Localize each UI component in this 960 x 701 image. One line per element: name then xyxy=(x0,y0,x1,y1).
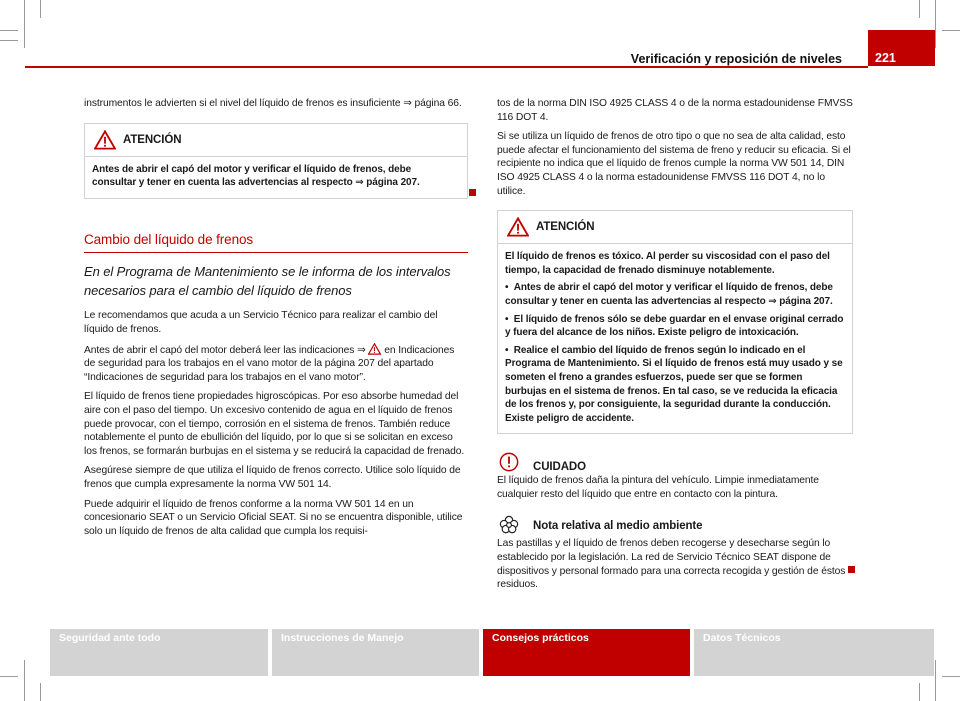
warning-header xyxy=(85,124,467,157)
warning-bullet-text: Antes de abrir el capó del motor y verificar el líquido de frenos, debe consultar y tener en cuenta las advertencias al respecto ⇒ página 207. xyxy=(505,282,833,307)
intro-paragraph: instrumentos le advierten si el nivel del líquido de frenos es insuficiente ⇒ página 66. xyxy=(84,98,462,109)
environment-note-title: Nota relativa al medio ambiente xyxy=(533,520,703,533)
paragraph: Le recomendamos que acuda a un Servicio Técnico para realizar el cambio del líquido de frenos. xyxy=(84,310,438,335)
footer-tab-label: Consejos prácticos xyxy=(492,632,589,644)
warning-title: ATENCIÓN xyxy=(123,133,182,146)
warning-triangle-icon xyxy=(507,217,529,237)
paragraph-text: Antes de abrir el capó del motor deberá leer las indicaciones ⇒ xyxy=(84,344,366,356)
environment-note-text xyxy=(497,537,853,591)
section-lead: En el Programa de Mantenimiento se le informa de los intervalos necesarios para el cambio del líquido de frenos xyxy=(84,264,451,299)
crop-mark xyxy=(942,30,960,31)
footer-tab-instrucciones[interactable] xyxy=(272,629,479,676)
crop-mark xyxy=(40,0,41,18)
right-column xyxy=(497,97,853,598)
crop-mark xyxy=(0,30,18,31)
warning-triangle-icon xyxy=(368,343,381,355)
warning-bullet: • El líquido de frenos sólo se debe guardar en el envase original cerrado y fuera del alcance de los niños. Existe peligro de intoxicación. xyxy=(505,313,844,339)
warning-bullet-text: Realice el cambio del líquido de frenos según lo indicado en el Programa de Mantenimiento. Si el líquido de frenos está muy usado y se someten el freno a grandes esfuerzos, puede ser que se formen burbujas en el sistema de frenos. En tal caso, se ve reducida la eficacia de los frenos y, por consiguiente, la seguridad durante la conducción. Existe peligro de accidente. xyxy=(505,344,843,424)
crop-mark xyxy=(40,683,41,701)
footer-tab-consejos[interactable] xyxy=(483,629,690,676)
crop-mark xyxy=(0,676,18,677)
warning-title: ATENCIÓN xyxy=(536,221,595,234)
footer-tab-datos[interactable] xyxy=(694,629,934,676)
left-column xyxy=(84,97,468,544)
crop-mark xyxy=(919,0,920,18)
paragraph: El líquido de frenos tiene propiedades higroscópicas. Por eso absorbe humedad del aire con el paso del tiempo. Un excesivo contenido de agua en el líquido de frenos puede provocar, con el tiempo, corrosión en el sistema de frenos. También reduce notablemente el punto de ebullición del líquido, por lo que si se solicitan en exceso los frenos, se formarán burbujas en el sistema y se reducirá la capacidad de frenado. xyxy=(84,391,465,457)
end-marker xyxy=(469,189,476,196)
caution-text: El líquido de frenos daña la pintura del vehículo. Limpie inmediatamente cualquier resto del líquido que entre en contacto con la pintura. xyxy=(497,475,819,500)
page-title: Verificación y reposición de niveles xyxy=(630,52,842,66)
warning-bullet: • Realice el cambio del líquido de frenos según lo indicado en el Programa de Mantenimiento. Si el líquido de frenos está muy usado y se someten el freno a grandes esfuerzos, puede ser que se formen burbujas en el sistema de frenos. En tal caso, se ve reducida la eficacia de los frenos y, por consiguiente, la seguridad durante la conducción. Existe peligro de accidente. xyxy=(505,344,843,424)
crop-mark xyxy=(935,0,936,48)
warning-intro: El líquido de frenos es tóxico. Al perder su viscosidad con el paso del tiempo, la capacidad de frenado disminuye notablemente. xyxy=(505,251,830,276)
warning-triangle-icon xyxy=(94,130,116,150)
crop-mark xyxy=(24,660,25,701)
environment-note-body: Las pastillas y el líquido de frenos deben recogerse y desecharse según lo establecido por la legislación. La red de Servicio Técnico SEAT dispone de dispositivos y personal formado para una correcta recogida y gestión de éstos residuos. xyxy=(497,538,846,591)
warning-box xyxy=(497,210,853,434)
paragraph: Asegúrese siempre de que utiliza el líquido de frenos correcto. Utilice solo líquido de frenos que cumpla expresamente la norma VW 501 14. xyxy=(84,465,461,490)
flower-icon xyxy=(499,515,519,535)
paragraph-text: en Indicaciones de seguridad para los trabajos en el vano motor de la página 207 del apartado “Indicaciones de seguridad para los trabajos en el vano motor”. xyxy=(84,344,455,383)
warning-body xyxy=(498,244,852,433)
warning-text: Antes de abrir el capó del motor y verificar el líquido de frenos, debe consultar y tener en cuenta las advertencias al respecto ⇒ página 207. xyxy=(92,163,420,189)
footer-tab-label: Seguridad ante todo xyxy=(59,632,161,644)
paragraph xyxy=(84,343,468,385)
warning-bullet: • Antes de abrir el capó del motor y verificar el líquido de frenos, debe consultar y tener en cuenta las advertencias al respecto ⇒ página 207. xyxy=(505,282,833,307)
page-number: 221 xyxy=(875,51,896,65)
paragraph: Puede adquirir el líquido de frenos conforme a la norma VW 501 14 en un concesionario SEAT o un Servicio Oficial SEAT. Si no se encuentra disponible, utilice solo un líquido de frenos de alta calidad que cumpla los requisi- xyxy=(84,498,463,537)
warning-header xyxy=(498,211,852,244)
crop-mark xyxy=(0,40,18,41)
caution-circle-icon xyxy=(499,452,519,472)
section-title: Cambio del líquido de frenos xyxy=(84,233,468,254)
caution-header xyxy=(497,452,853,474)
end-marker xyxy=(848,566,855,573)
crop-mark xyxy=(919,683,920,701)
footer-tab-label: Datos Técnicos xyxy=(703,632,781,644)
footer-tab-seguridad[interactable] xyxy=(50,629,268,676)
environment-note-header xyxy=(497,515,853,537)
crop-mark xyxy=(935,660,936,701)
caution-title: CUIDADO xyxy=(533,461,586,474)
crop-mark xyxy=(942,676,960,677)
header-rule xyxy=(25,66,868,68)
warning-bullet-text: El líquido de frenos sólo se debe guardar en el envase original cerrado y fuera del alcance de los niños. Existe peligro de intoxicación. xyxy=(505,313,844,339)
footer-tab-label: Instrucciones de Manejo xyxy=(281,632,404,644)
paragraph: tos de la norma DIN ISO 4925 CLASS 4 o de la norma estadounidense FMVSS 116 DOT 4. xyxy=(497,98,853,123)
warning-box xyxy=(84,123,468,199)
paragraph: Si se utiliza un líquido de frenos de otro tipo o que no sea de alta calidad, esto puede afectar el funcionamiento del sistema de freno y reducir su eficacia. Si el recipiente no indica que el líquido de frenos cumple la norma VW 501 14, DIN ISO 4925 CLASS 4 o la norma estadounidense FMVSS 116 DOT 4, no lo utilice. xyxy=(497,131,851,197)
crop-mark xyxy=(24,0,25,48)
